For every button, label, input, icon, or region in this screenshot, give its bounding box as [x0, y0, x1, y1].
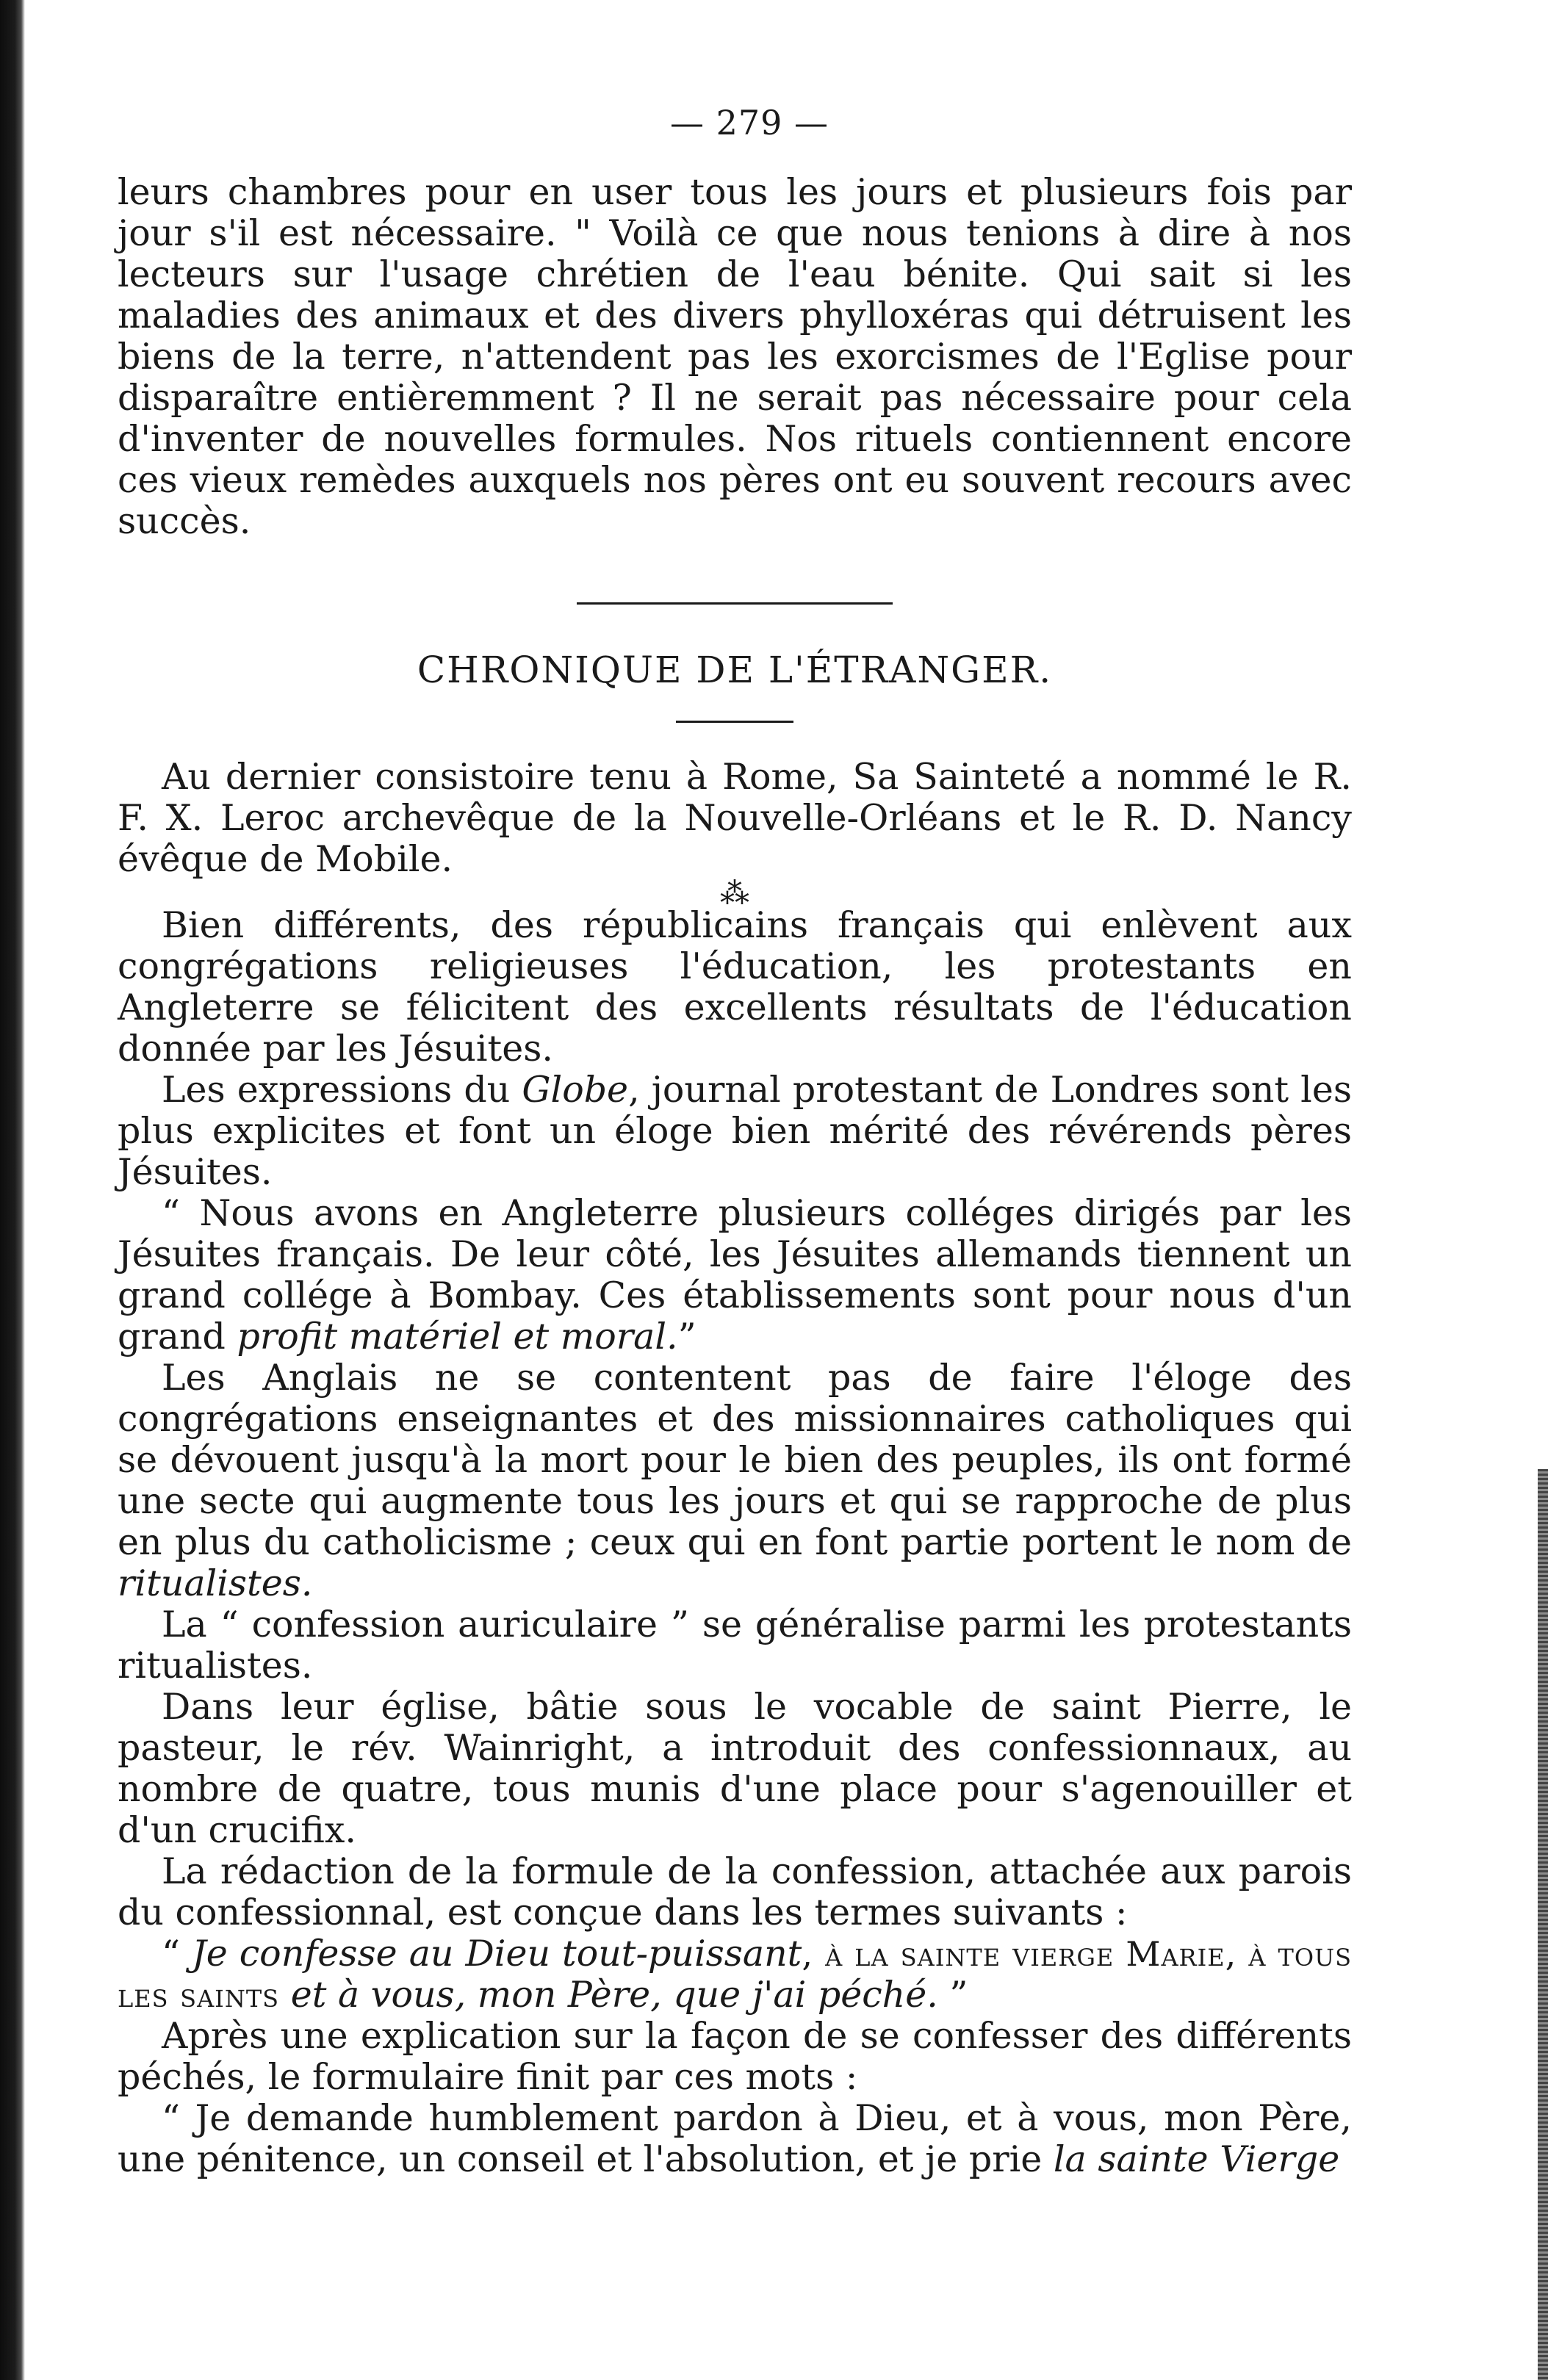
paragraph-quote-colleges — [118, 1193, 1352, 1357]
je-confesse-close: ” — [937, 1974, 968, 2016]
paragraph-eglise: Dans leur église, bâtie sous le vocable de saint Pierre, le pasteur, le rév. Wainright, a introduit des confessionnaux, au nombre de quatre, tous munis d'une place pour s'agenouiller et d'un crucifix. — [118, 1686, 1352, 1851]
je-confesse-italic-1: Je confesse au Dieu tout-puissant — [192, 1933, 802, 1975]
paragraph-ritualistes — [118, 1357, 1352, 1604]
ritualistes-italic: ritualistes. — [118, 1562, 313, 1604]
paragraph-je-confesse — [118, 1933, 1352, 2016]
je-demande-italic: la sainte Vierge — [1053, 2138, 1340, 2180]
intro-paragraph: leurs chambres pour en user tous les jours et plusieurs fois par jour s'il est nécessaire. " Voilà ce que nous tenions à dire à nos lecteurs sur l'usage chrétien de l'eau bénite. Qui sait si les maladies des animaux et des divers phylloxéras qui détruisent les biens de la terre, n'attendent pas les exorcismes de l'Eglise pour disparaître entièremment ? Il ne serait pas nécessaire pour cela d'inventer de nouvelles formules. Nos rituels contiennent encore ces vieux remèdes auxquels nos pères ont eu souvent recours avec succès. — [118, 171, 1352, 542]
paragraph-protestants: Bien différents, des républicains français qui enlèvent aux congrégations religieuses l'éducation, les protestants en Angleterre se félicitent des excellents résultats de l'éducation donnée par les Jésuites. — [118, 904, 1352, 1070]
section-divider-top — [577, 602, 893, 605]
je-demande-text: “ Je demande humblement pardon à Dieu, et à vous, mon Père, une pénitence, un conseil et l'absolution, et je prie — [118, 2097, 1352, 2180]
ritualistes-text: Les Anglais ne se contentent pas de faire l'éloge des congrégations enseignantes et des missionnaires catholiques qui se dévouent jusqu'à la mort pour le bien des peuples, ils ont formé une secte qui augmente tous les jours et qui se rapproche de plus en plus du catholicisme ; ceux qui en font partie portent le nom de — [118, 1357, 1352, 1563]
paragraph-consistoire: Au dernier consistoire tenu à Rome, Sa Sainteté a nommé le R. F. X. Leroc archevêque de la Nouvelle-Orléans et le R. D. Nancy évêque de Mobile. — [118, 756, 1352, 880]
paragraph-je-demande — [118, 2098, 1352, 2180]
je-confesse-small-caps: , à la sainte vierge Marie, à tous les saints — [118, 1934, 1352, 2015]
globe-text-before: Les expressions du — [162, 1069, 522, 1111]
paragraph-confession: La “ confession auriculaire ” se généralise parmi les protestants ritualistes. — [118, 1604, 1352, 1687]
asterism-separator: ⁂ — [720, 877, 749, 911]
je-confesse-open: “ — [162, 1933, 192, 1975]
paragraph-globe — [118, 1070, 1352, 1193]
paragraph-explication: Après une explication sur la façon de se confesser des différents péchés, le formulaire finit par ces mots : — [118, 2015, 1352, 2098]
quote-colleges-text: “ Nous avons en Angleterre plusieurs colléges dirigés par les Jésuites français. De leur côté, les Jésuites allemands tiennent un grand collége à Bombay. Ces établissements sont pour nous d'un grand — [118, 1192, 1352, 1357]
paragraph-formule: La rédaction de la formule de la confession, attachée aux parois du confessionnal, est conçue dans les termes suivants : — [118, 1850, 1352, 1933]
page-right-edge — [1538, 1469, 1548, 2380]
globe-title: Globe — [522, 1069, 629, 1111]
scanned-page — [118, 103, 1352, 2180]
section-title: CHRONIQUE DE L'ÉTRANGER. — [417, 649, 1053, 691]
section-divider-bottom — [676, 721, 793, 723]
page-binding-edge — [0, 0, 25, 2380]
globe-text-after: , journal protestant de Londres sont les plus explicites et font un éloge bien mérité des révérends pères Jésuites. — [118, 1069, 1352, 1193]
page-number: — 279 — — [669, 103, 829, 143]
quote-colleges-close: ” — [677, 1316, 696, 1357]
je-confesse-italic-2: et à vous, mon Père, que j'ai péché. — [290, 1974, 938, 2016]
quote-colleges-italic: profit matériel et moral. — [237, 1316, 678, 1357]
